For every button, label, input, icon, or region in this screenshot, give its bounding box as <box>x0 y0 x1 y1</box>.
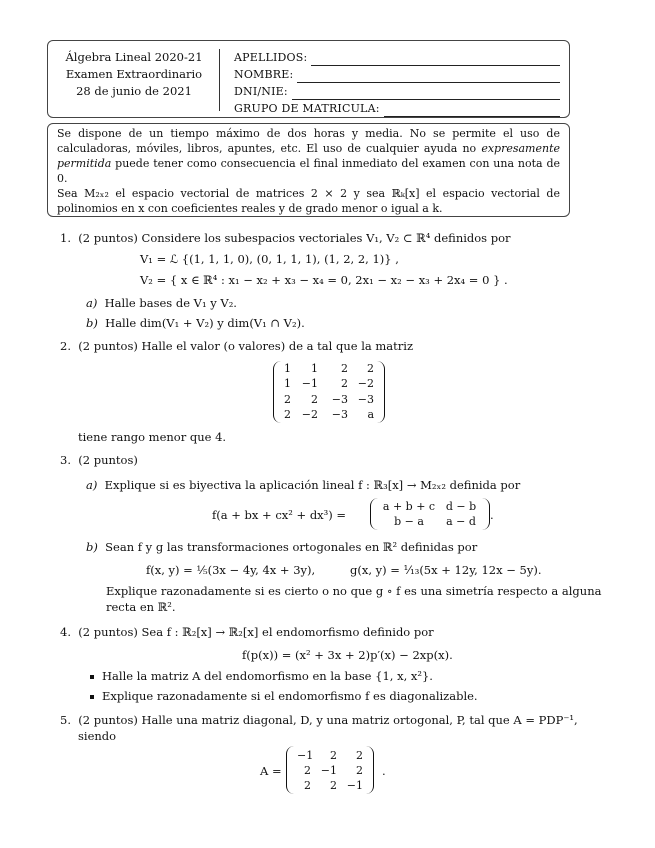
problem-1-v2: V₂ = { x ∈ ℝ⁴ : x₁ − x₂ + x₃ − x₄ = 0, 2x₁ − x₂ − x₃ + 2x₄ = 0 } . <box>140 273 508 287</box>
exam-date: 28 de junio de 2021 <box>76 84 192 98</box>
bullet-icon <box>90 695 94 699</box>
matrix-entry: −3 <box>357 392 374 406</box>
matrix-entry: 2 <box>304 764 311 777</box>
exam-header <box>47 40 570 118</box>
problem-3-b-g: g(x, y) = ¹⁄₁₃(5x + 12y, 12x − 5y). <box>350 563 542 577</box>
matrix-entry: 2 <box>304 779 311 792</box>
matrix-entry: −1 <box>301 377 318 391</box>
matrix-entry: 2 <box>284 407 291 421</box>
instructions-box <box>47 123 570 217</box>
problem-1-a: a) Halle bases de V₁ y V₂. <box>86 296 237 310</box>
problem-3-b-question-1: Explique razonadamente si es cierto o no que g ∘ f es una simetría respecto a alguna <box>106 584 602 598</box>
problem-5-period: . <box>382 764 386 778</box>
problem-4-equation: f(p(x)) = (x² + 3x + 2)p′(x) − 2xp(x). <box>242 648 453 662</box>
matrix-entry: 2 <box>284 392 291 406</box>
header-divider <box>219 49 220 111</box>
matrix-entry: 2 <box>341 377 348 391</box>
problem-2-matrix <box>273 361 385 423</box>
problem-2-matrix-entries <box>281 361 377 423</box>
course-info <box>54 49 214 100</box>
matrix-entry: −2 <box>301 407 318 421</box>
problem-3-a-equation: f(a + bx + cx² + dx³) = <box>212 508 347 522</box>
matrix-entry: 2 <box>311 392 318 406</box>
problem-1-v1: V₁ = ℒ {(1, 1, 1, 0), (0, 1, 1, 1), (1, 2, 2, 1)} , <box>140 252 399 266</box>
bullet-icon <box>90 675 94 679</box>
matrix-entry: −1 <box>320 764 337 777</box>
matrix-entry: 2 <box>330 749 337 762</box>
matrix-entry: 2 <box>356 764 363 777</box>
matrix-entry: −3 <box>331 392 348 406</box>
instructions-notation: Sea M₂ₓ₂ el espacio vectorial de matrices 2 × 2 y sea ℝₖ[x] el espacio vectorial de polinomios en x con coeficientes reales y de grado menor o igual a k. <box>57 187 560 215</box>
course-title: Álgebra Lineal 2020-21 <box>65 50 203 64</box>
matrix-entry: a + b + c <box>382 500 436 513</box>
problem-1-statement: 1. (2 puntos) Considere los subespacios vectoriales V₁, V₂ ⊂ ℝ⁴ definidos por <box>60 231 511 245</box>
matrix-entry: 1 <box>311 362 318 375</box>
surname-field[interactable]: APELLIDOS: <box>234 49 560 66</box>
problem-5-statement: 5. (2 puntos) Halle una matriz diagonal, D, y una matriz ortogonal, P, tal que A = PDP⁻¹, <box>60 713 578 727</box>
matrix-entry: 2 <box>341 362 348 375</box>
matrix-entry: a − d <box>446 515 476 528</box>
problem-3-a-matrix <box>370 498 490 530</box>
matrix-entry: 2 <box>367 362 374 375</box>
problem-2-condition: tiene rango menor que 4. <box>78 430 227 444</box>
problem-5-lhs: A = <box>260 764 282 778</box>
problem-3-a-period: . <box>490 508 494 522</box>
problem-3-b: b) Sean f y g las transformaciones ortogonales en ℝ² definidas por <box>86 540 478 554</box>
group-field[interactable]: GRUPO DE MATRICULA: <box>234 100 560 117</box>
matrix-entry: −3 <box>331 407 348 421</box>
problem-4-bullet-2: Explique razonadamente si el endomorfismo f es diagonalizable. <box>90 689 478 704</box>
matrix-entry: −2 <box>357 377 374 391</box>
matrix-entry: −1 <box>346 779 363 792</box>
matrix-entry: a <box>367 407 374 421</box>
student-fields <box>234 49 560 117</box>
problem-5-siendo: siendo <box>78 729 117 743</box>
problem-4-bullet-1: Halle la matriz A del endomorfismo en la base {1, x, x²}. <box>90 669 433 684</box>
problem-1-b: b) Halle dim(V₁ + V₂) y dim(V₁ ∩ V₂). <box>86 316 305 330</box>
instructions-rules: Se dispone de un tiempo máximo de dos horas y media. No se permite el uso de calculadoras, móviles, libros, apuntes, etc. El uso de cualquier ayuda no expresamente permitida puede tener como consecuencia el final inmediato del examen con una nota de 0. <box>57 127 560 185</box>
matrix-entry: 2 <box>330 779 337 792</box>
problem-5-matrix <box>286 746 374 794</box>
problem-4-statement: 4. (2 puntos) Sea f : ℝ₂[x] → ℝ₂[x] el endomorfismo definido por <box>60 625 434 639</box>
problem-3-a: a) Explique si es biyectiva la aplicación lineal f : ℝ₃[x] → M₂ₓ₂ definida por <box>86 478 521 492</box>
problem-3-statement: 3. (2 puntos) <box>60 453 138 467</box>
problem-5-matrix-entries <box>294 746 366 794</box>
problem-3-a-matrix-entries <box>378 498 482 530</box>
problem-3-b-question-2: recta en ℝ². <box>106 600 176 614</box>
dni-field[interactable]: DNI/NIE: <box>234 83 560 100</box>
matrix-entry: 2 <box>356 749 363 762</box>
matrix-entry: b − a <box>394 515 424 528</box>
problem-2-statement: 2. (2 puntos) Halle el valor (o valores) de a tal que la matriz <box>60 339 414 353</box>
matrix-entry: 1 <box>284 362 291 375</box>
matrix-entry: 1 <box>284 377 291 391</box>
matrix-entry: −1 <box>297 749 314 762</box>
exam-type: Examen Extraordinario <box>65 67 203 81</box>
matrix-entry: d − b <box>445 500 477 513</box>
problem-3-b-f: f(x, y) = ⅕(3x − 4y, 4x + 3y), <box>146 563 316 577</box>
name-field[interactable]: NOMBRE: <box>234 66 560 83</box>
